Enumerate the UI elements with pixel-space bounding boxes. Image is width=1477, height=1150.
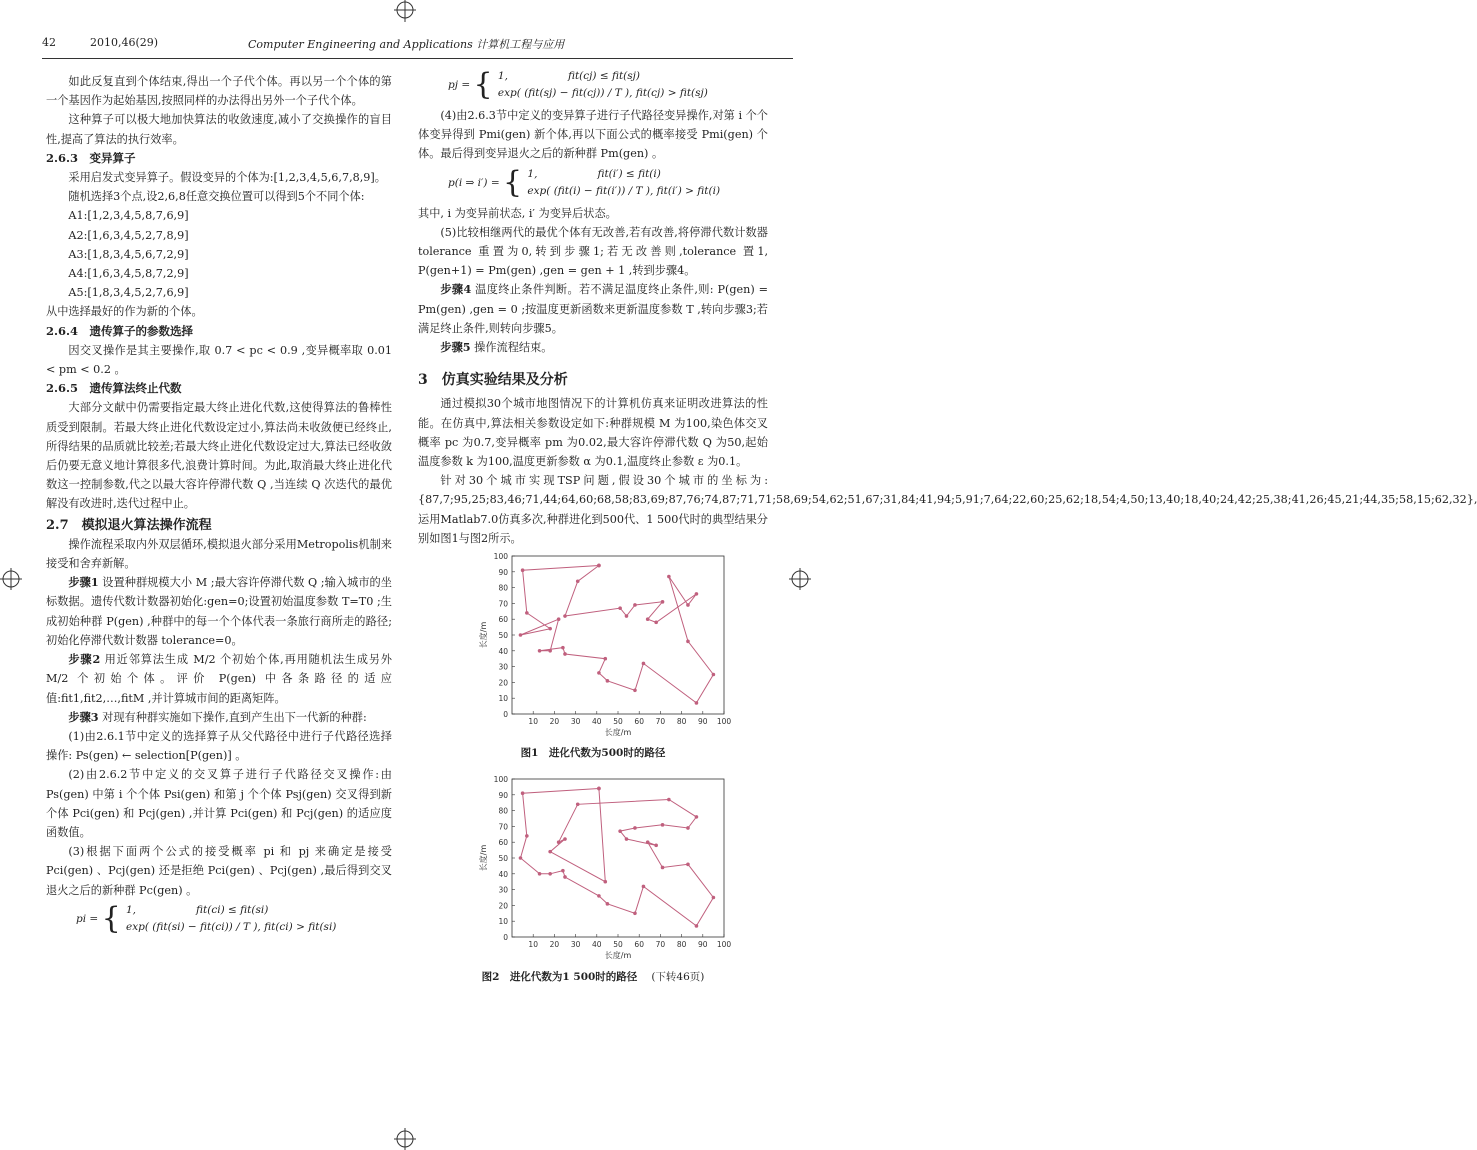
brace: { [101,900,121,936]
paragraph: 随机选择3个点,设2,6,8任意交换位置可以得到5个不同个体: [68,190,365,204]
paragraph: (4)由2.6.3节中定义的变异算子进行子代路径变异操作,对第 i 个个体变异得到 Pmi(gen) 新个体,再以下面公式的概率接受 Pmi(gen) 个体。最后得到变异退火之后的新种群 Pm(gen) 。 [418,109,768,161]
city-point [548,850,552,854]
list-item: A5:[1,8,3,4,5,2,7,6,9] [68,286,189,300]
caption-text: 图2 进化代数为1 500时的路径 [481,970,638,983]
city-point [548,627,552,631]
x-tick-label: 100 [716,717,732,727]
running-header [42,36,769,56]
y-tick-label: 10 [498,917,508,927]
crop-mark-right [787,564,811,594]
eq-case-2: exp( (fit(i) − fit(i′)) / T ), [527,184,654,197]
eq-case-1: 1, [527,167,538,180]
figure-1 [418,548,768,763]
city-point [603,880,607,884]
crop-mark-bottom [390,1126,420,1150]
continued-note: (下转46页) [651,970,705,983]
city-point [661,823,665,827]
city-point [603,657,607,661]
x-tick-label: 30 [570,940,581,950]
x-tick-label: 20 [549,940,560,950]
equation-pi [76,902,392,936]
plot-frame [512,779,724,937]
crop-mark-top [390,0,420,26]
figure-caption: 图1 进化代数为500时的路径 [520,747,666,760]
x-tick-label: 90 [698,717,708,727]
y-tick-label: 50 [498,854,508,864]
step-text: 对现有种群实施如下操作,直到产生出下一代新的种群: [102,710,367,724]
city-point [686,640,690,644]
y-axis-label: 长度/m [479,845,488,872]
city-point [538,872,542,876]
equation-p-mutation [448,166,768,200]
city-point [606,679,610,683]
journal-title: Computer Engineering and Applications 计算机工程与应用 [248,38,565,51]
header-rule [42,58,793,59]
city-point [597,895,601,899]
city-point [561,869,565,873]
city-point [576,580,580,584]
step-text: 温度终止条件判断。若不满足温度终止条件,则: P(gen) = Pm(gen) ,gen = 0 ;按温度更新函数来更新温度参数 T ,转向步骤3;若满足终止条件,则转向步骤5。 [418,283,768,335]
x-tick-label: 50 [613,940,623,950]
city-point [646,841,650,845]
eq-cond-2: fit(ci) > fit(si) [264,920,337,933]
eq-cond-2: fit(cj) > fit(sj) [635,87,708,99]
section-heading-3: 3 仿真实验结果及分析 [418,372,568,389]
city-point [521,568,525,572]
city-point [519,633,523,637]
step-text: 用近邻算法生成 M/2 个初始个体,再用随机法生成另外 M/2 个初始个体。评价 P(gen) 中各条路径的适应值:fit1,fit2,…,fitM ,并计算城市间的距离矩阵。 [46,653,392,705]
y-axis-label: 长度/m [479,621,488,649]
x-tick-label: 10 [528,940,538,950]
paragraph: (3)根据下面两个公式的接受概率 pi 和 pj 来确定是接受 Pci(gen) 、Pcj(gen) 还是拒绝 Pci(gen) 、Pcj(gen) ,最后得到交叉退火之后的新种群 Pc(gen) 。 [46,845,392,897]
section-heading-2-6-4: 2.6.4 遗传算子的参数选择 [46,323,194,338]
eq-lhs: pi = [76,912,99,925]
x-axis-label: 长度/m [604,951,632,961]
paragraph: 操作流程采取内外双层循环,模拟退火部分采用Metropolis机制来接受和舍弃新解。 [46,537,392,571]
city-point [606,902,610,906]
y-tick-label: 0 [503,710,508,720]
city-point [633,689,637,693]
city-point [618,830,622,834]
y-tick-label: 100 [493,775,508,785]
step-label: 步骤1 [68,575,99,590]
x-tick-label: 100 [716,940,732,950]
city-point [625,614,629,618]
list-item: A2:[1,6,3,4,5,2,7,8,9] [68,228,189,242]
y-tick-label: 20 [498,678,508,688]
y-tick-label: 80 [498,807,508,817]
route-chart-2 [418,771,768,963]
city-point [548,872,552,876]
city-point [597,787,601,791]
y-tick-label: 80 [498,583,508,593]
city-point [557,841,561,845]
figure-caption [418,968,768,987]
equation-pj [448,68,768,102]
section-heading-2-6-5: 2.6.5 遗传算法终止代数 [46,381,182,396]
step-label: 步骤4 [440,282,472,297]
step-label: 步骤3 [68,709,99,724]
y-tick-label: 70 [498,599,508,609]
y-tick-label: 50 [498,631,508,641]
city-point [525,835,529,839]
y-tick-label: 40 [498,870,508,880]
x-tick-label: 60 [634,717,644,727]
city-point [695,592,699,596]
paragraph: 其中, i 为变异前状态, i′ 为变异后状态。 [418,206,617,220]
city-point [646,617,650,621]
eq-cond-1: fit(cj) ≤ fit(sj) [567,70,641,82]
paragraph: 这种算子可以极大地加快算法的收敛速度,减小了交换操作的盲目性,提高了算法的执行效率。 [46,113,392,146]
section-heading-2-6-3: 2.6.3 变异算子 [46,150,136,165]
y-tick-label: 10 [498,694,508,704]
list-item: A4:[1,6,3,4,5,8,7,2,9] [68,267,189,281]
eq-cond-1: fit(ci) ≤ fit(si) [196,903,269,916]
paragraph: 如此反复直到个体结束,得出一个子代个体。再以另一个个体的第一个基因作为起始基因,按照同样的办法得出另外一个子代个体。 [46,75,392,108]
step-5 [418,338,768,357]
x-tick-label: 30 [570,717,581,727]
route-line [521,566,714,703]
x-tick-label: 80 [676,940,687,950]
right-column [418,67,1477,987]
city-point [576,803,580,807]
route-chart-1 [418,548,768,740]
plot-frame [512,556,724,714]
y-tick-label: 60 [498,838,508,848]
city-point [563,614,567,618]
eq-cond-2: fit(i′) > fit(i) [656,184,721,197]
paragraph: 从中选择最好的作为新的个体。 [46,305,203,319]
x-tick-label: 80 [676,717,687,727]
step-text: 设置种群规模大小 M ;最大容许停滞代数 Q ;输入城市的坐标数据。遗传代数计数器初始化:gen=0;设置初始温度参数 T=T0 ;生成初始种群 P(gen) ,种群中的每一个个体代表一条旅行商所走的路径;初始化停滞代数计数器 tolerance=0。 [46,576,392,647]
y-tick-label: 90 [498,567,508,577]
city-point [521,792,525,796]
brace: { [502,164,523,200]
step-label: 步骤5 [440,340,471,355]
eq-case-2: exp( (fit(sj) − fit(cj)) / T ), [497,87,633,99]
step-label: 步骤2 [68,652,101,667]
eq-lhs: pj = [448,79,471,91]
city-point [654,621,658,625]
city-point [625,838,629,842]
y-tick-label: 40 [498,646,508,656]
city-point [661,866,665,870]
eq-lhs: p(i ⇒ i′) = [448,176,500,189]
city-point [563,876,567,880]
city-point [695,701,699,705]
x-tick-label: 10 [528,717,538,727]
eq-case-1: 1, [126,903,137,916]
city-point [686,603,690,607]
eq-case-2: exp( (fit(si) − fit(ci)) / T ), [126,920,261,933]
y-tick-label: 60 [498,615,508,625]
city-point [686,827,690,831]
x-tick-label: 20 [549,717,560,727]
paragraph: 针对30个城市实现TSP问题,假设30个城市的坐标为:{87,7;95,25;83,46;71,44;64,60;68,58;83,69;87,76;74,87;71,71;58,69;54,62;51,67;31,84;41,94;5,91;7,64;22,60;25,62;18,54;4,50;13,40;18,40;24,42;25,38;41,26;45,21;44,35;58,15;62,32},运用Matlab7.0仿真多次,种群进化到500代、1 500代时的典型结果分别如图1与图2所示。 [418,474,1477,545]
city-point [661,600,665,604]
paragraph: 大部分文献中仍需要指定最大终止进化代数,这使得算法的鲁棒性质受到限制。若最大终止进化代数设定过小,算法尚未收敛便已经终止,所得结果的品质就比较差;若最大终止进化代数设定过大,算法已经收敛后仍要无意义地计算很多代,浪费计算时间。为此,取消最大终止进化代数这一控制参数,代之以最大容许停滞代数 Q ,当连续 Q 次迭代的最优解没有改进时,迭代过程中止。 [46,401,392,511]
list-item: A1:[1,2,3,4,5,8,7,6,9] [68,209,189,223]
step-4 [418,280,768,338]
list-item: A3:[1,8,3,4,5,6,7,2,9] [68,247,189,261]
city-point [667,798,671,802]
city-point [618,606,622,610]
eq-cond-1: fit(i′) ≤ fit(i) [597,167,661,180]
eq-case-1: 1, [497,70,508,82]
city-point [538,649,542,653]
paragraph: 通过模拟30个城市地图情况下的计算机仿真来证明改进算法的性能。在仿真中,算法相关参数设定如下:种群规模 M 为100,染色体交叉概率 pc 为0.7,变异概率 pm 为0.02,最大容许停滞代数 Q 为50,起始温度参数 k 为100,温度更新参数 α 为0.1,温度终止参数 ε 为0.1。 [418,397,768,469]
step-1 [46,573,392,650]
y-tick-label: 90 [498,791,508,801]
x-tick-label: 60 [634,940,644,950]
city-point [519,857,523,861]
city-point [695,816,699,820]
x-tick-label: 50 [613,717,623,727]
x-tick-label: 70 [655,717,666,727]
crop-mark-left [0,564,24,594]
section-heading-2-7: 2.7 模拟退火算法操作流程 [46,517,212,533]
x-axis-label: 长度/m [604,728,632,738]
left-column [46,72,392,940]
paragraph: (2)由2.6.2节中定义的交叉算子进行子代路径交叉操作:由 Ps(gen) 中第 i 个个体 Psi(gen) 和第 j 个个体 Psj(gen) 交叉得到新个体 Pci(gen) 和 Pcj(gen) ,并计算 Pci(gen) 和 Pcj(gen) 的适应度函数值。 [46,768,392,839]
y-tick-label: 0 [503,933,508,943]
city-point [633,603,637,607]
x-tick-label: 70 [655,940,666,950]
paragraph: 采用启发式变异算子。假设变异的个体为:[1,2,3,4,5,6,7,8,9]。 [68,171,386,185]
y-tick-label: 20 [498,901,508,911]
city-point [597,564,601,568]
city-point [525,611,529,615]
city-point [695,925,699,929]
y-tick-label: 30 [498,886,508,896]
route-line [521,789,714,926]
x-tick-label: 40 [592,940,602,950]
city-point [557,617,561,621]
brace: { [473,67,493,102]
x-tick-label: 90 [698,940,708,950]
city-point [563,652,567,656]
city-point [633,827,637,831]
city-point [712,896,716,900]
step-2 [46,650,392,708]
figure-2 [418,771,768,986]
city-point [633,912,637,916]
city-point [712,673,716,677]
city-point [667,575,671,579]
y-tick-label: 30 [498,662,508,672]
step-3 [46,708,392,727]
x-tick-label: 40 [592,717,602,727]
city-point [654,844,658,848]
city-point [642,885,646,889]
volume-info: 2010,46(29) [90,36,159,49]
city-point [642,662,646,666]
y-tick-label: 100 [493,552,508,562]
city-point [686,863,690,867]
page-number: 42 [42,36,56,49]
city-point [561,646,565,650]
city-point [597,671,601,675]
paragraph: 因交叉操作是其主要操作,取 0.7 < pc < 0.9 ,变异概率取 0.01 < pm < 0.2 。 [46,343,392,377]
y-tick-label: 70 [498,822,508,832]
paragraph: (5)比较相继两代的最优个体有无改善,若有改善,将停滞代数计数器 tolerance 重置为0,转到步骤1;若无改善则,tolerance 置1, P(gen+1) = Pm(gen) ,gen = gen + 1 ,转到步骤4。 [418,225,768,278]
step-text: 操作流程结束。 [474,341,553,355]
city-point [548,649,552,653]
paragraph: (1)由2.6.1节中定义的选择算子从父代路径中进行子代路径选择操作: Ps(gen) ← selection[P(gen)] 。 [46,729,392,763]
city-point [563,838,567,842]
